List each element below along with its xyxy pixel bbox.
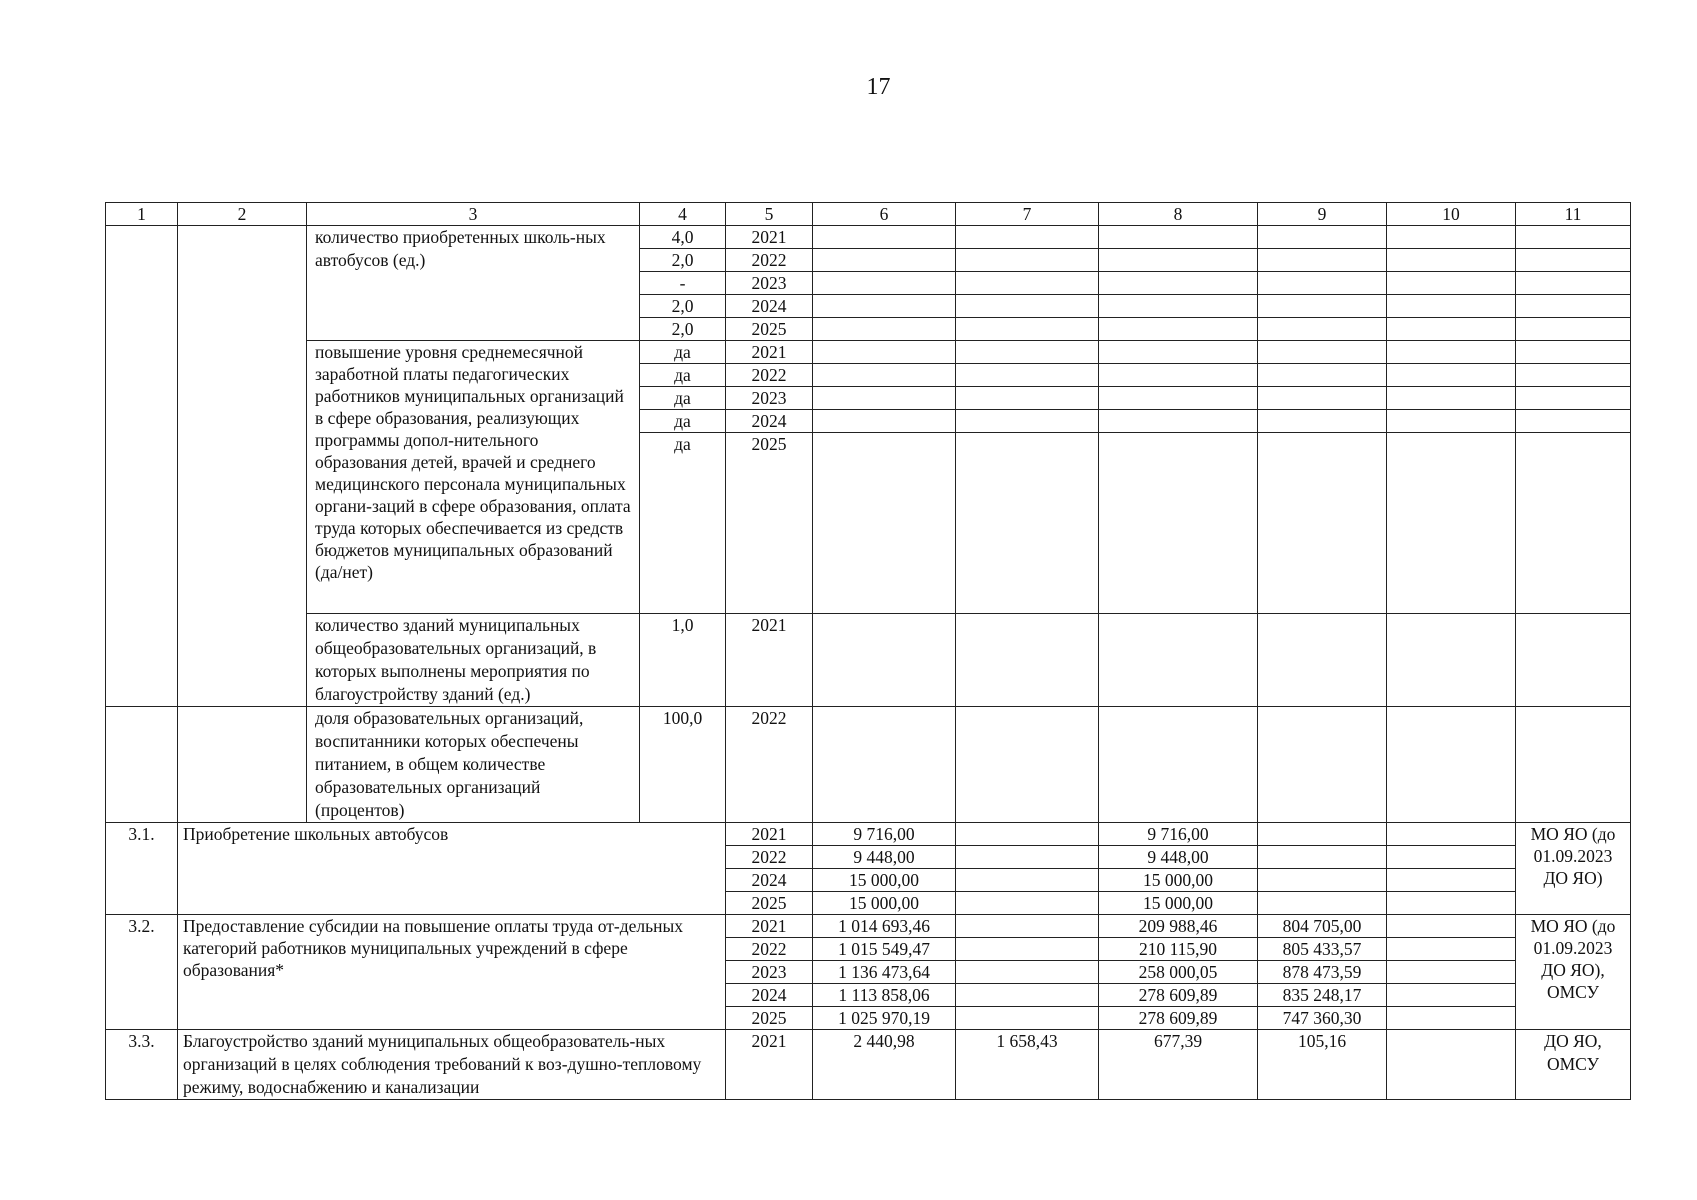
year-cell: 2021	[726, 226, 813, 249]
amount-col7	[956, 938, 1099, 961]
column-header: 9	[1258, 203, 1387, 226]
amount-col9: 105,16	[1258, 1030, 1387, 1100]
indicator-value: 1,0	[640, 614, 726, 707]
year-cell: 2021	[726, 614, 813, 707]
amount-total: 1 015 549,47	[813, 938, 956, 961]
indicator-text: повышение уровня среднемесячной заработной платы педагогических работников муниципальных организаций в сфере образования, реализующих программы допол-нительного образования детей, врачей и среднего медицинского персонала муниципальных органи-заций в сфере образования, оплата труда которых обеспечивается из средств бюджетов муниципальных образований (да/нет)	[307, 341, 640, 614]
item-number: 3.1.	[106, 823, 178, 915]
amount-col7	[956, 915, 1099, 938]
amount-col10	[1387, 1007, 1516, 1030]
table-row	[106, 341, 1631, 364]
indicator-value: 2,0	[640, 295, 726, 318]
indicator-text: количество зданий муниципальных общеобразовательных организаций, в которых выполнены мероприятия по благоустройству зданий (ед.)	[307, 614, 640, 707]
amount-total: 15 000,00	[813, 869, 956, 892]
amount-total: 1 113 858,06	[813, 984, 956, 1007]
amount-col8: 278 609,89	[1099, 984, 1258, 1007]
indicator-text: доля образовательных организаций, воспитанники которых обеспечены питанием, в общем количестве образовательных организаций (процентов)	[307, 707, 640, 823]
table-row	[106, 226, 1631, 249]
year-cell: 2022	[726, 846, 813, 869]
year-cell: 2024	[726, 869, 813, 892]
year-cell: 2021	[726, 341, 813, 364]
amount-total: 9 716,00	[813, 823, 956, 846]
amount-total: 2 440,98	[813, 1030, 956, 1100]
column-header: 11	[1516, 203, 1631, 226]
amount-col10	[1387, 938, 1516, 961]
executor-cell: МО ЯО (до 01.09.2023 ДО ЯО)	[1516, 823, 1631, 915]
amount-col9	[1258, 892, 1387, 915]
amount-col7	[956, 869, 1099, 892]
item-title: Благоустройство зданий муниципальных общеобразователь-ных организаций в целях соблюдения требований к воз-душно-тепловому режиму, водоснабжению и канализации	[178, 1030, 726, 1100]
amount-col9: 747 360,30	[1258, 1007, 1387, 1030]
amount-col10	[1387, 823, 1516, 846]
amount-col7	[956, 823, 1099, 846]
year-cell: 2025	[726, 892, 813, 915]
amount-col10	[1387, 1030, 1516, 1100]
amount-total: 1 136 473,64	[813, 961, 956, 984]
amount-col10	[1387, 846, 1516, 869]
amount-col9: 804 705,00	[1258, 915, 1387, 938]
executor-cell: ДО ЯО, ОМСУ	[1516, 1030, 1631, 1100]
item-title: Предоставление субсидии на повышение оплаты труда от-дельных категорий работников муниципальных учреждений в сфере образования*	[178, 915, 726, 1030]
amount-col8: 278 609,89	[1099, 1007, 1258, 1030]
amount-col10	[1387, 961, 1516, 984]
amount-col9: 805 433,57	[1258, 938, 1387, 961]
column-header: 6	[813, 203, 956, 226]
indicator-value: да	[640, 410, 726, 433]
indicator-text: количество приобретенных школь-ных автобусов (ед.)	[307, 226, 640, 341]
indicator-value: да	[640, 433, 726, 614]
amount-col8: 210 115,90	[1099, 938, 1258, 961]
column-header: 1	[106, 203, 178, 226]
year-cell: 2022	[726, 938, 813, 961]
column-header: 7	[956, 203, 1099, 226]
column-header: 3	[307, 203, 640, 226]
indicator-value: да	[640, 387, 726, 410]
table-row	[106, 823, 1631, 846]
amount-total: 15 000,00	[813, 892, 956, 915]
indicator-value: 2,0	[640, 249, 726, 272]
year-cell: 2023	[726, 961, 813, 984]
year-cell: 2022	[726, 249, 813, 272]
amount-col8: 677,39	[1099, 1030, 1258, 1100]
column-header: 2	[178, 203, 307, 226]
amount-total: 1 025 970,19	[813, 1007, 956, 1030]
amount-col8: 258 000,05	[1099, 961, 1258, 984]
empty-cell	[178, 226, 307, 707]
amount-col9	[1258, 869, 1387, 892]
year-cell: 2025	[726, 433, 813, 614]
amount-col7	[956, 961, 1099, 984]
program-table	[105, 202, 1631, 1100]
year-cell: 2023	[726, 387, 813, 410]
indicator-value: 2,0	[640, 318, 726, 341]
empty-cell	[106, 707, 178, 823]
amount-col10	[1387, 892, 1516, 915]
amount-col7	[956, 892, 1099, 915]
year-cell: 2025	[726, 318, 813, 341]
year-cell: 2024	[726, 410, 813, 433]
amount-col8: 15 000,00	[1099, 869, 1258, 892]
amount-col8: 15 000,00	[1099, 892, 1258, 915]
amount-col9: 878 473,59	[1258, 961, 1387, 984]
table-row	[106, 1030, 1631, 1100]
indicator-value: -	[640, 272, 726, 295]
item-number: 3.2.	[106, 915, 178, 1030]
empty-cell	[106, 226, 178, 707]
amount-col10	[1387, 984, 1516, 1007]
amount-col8: 9 448,00	[1099, 846, 1258, 869]
amount-col7	[956, 984, 1099, 1007]
year-cell: 2022	[726, 364, 813, 387]
amount-col9	[1258, 823, 1387, 846]
amount-col7	[956, 846, 1099, 869]
executor-cell: МО ЯО (до 01.09.2023 ДО ЯО), ОМСУ	[1516, 915, 1631, 1030]
amount-col10	[1387, 869, 1516, 892]
page-number: 17	[866, 74, 891, 100]
item-number: 3.3.	[106, 1030, 178, 1100]
empty-cell	[178, 707, 307, 823]
amount-col9	[1258, 846, 1387, 869]
year-cell: 2021	[726, 1030, 813, 1100]
year-cell: 2023	[726, 272, 813, 295]
amount-col7: 1 658,43	[956, 1030, 1099, 1100]
amount-col7	[956, 1007, 1099, 1030]
year-cell: 2021	[726, 915, 813, 938]
table-row	[106, 614, 1631, 707]
column-header: 10	[1387, 203, 1516, 226]
year-cell: 2024	[726, 295, 813, 318]
table-row	[106, 915, 1631, 938]
indicator-value: 4,0	[640, 226, 726, 249]
table-row	[106, 707, 1631, 823]
item-title: Приобретение школьных автобусов	[178, 823, 726, 915]
year-cell: 2022	[726, 707, 813, 823]
column-number-row	[106, 203, 1631, 226]
amount-total: 9 448,00	[813, 846, 956, 869]
column-header: 5	[726, 203, 813, 226]
amount-total: 1 014 693,46	[813, 915, 956, 938]
amount-col8: 9 716,00	[1099, 823, 1258, 846]
year-cell: 2025	[726, 1007, 813, 1030]
amount-col9: 835 248,17	[1258, 984, 1387, 1007]
column-header: 8	[1099, 203, 1258, 226]
year-cell: 2021	[726, 823, 813, 846]
amount-col8: 209 988,46	[1099, 915, 1258, 938]
year-cell: 2024	[726, 984, 813, 1007]
indicator-value: да	[640, 341, 726, 364]
indicator-value: 100,0	[640, 707, 726, 823]
amount-col10	[1387, 915, 1516, 938]
column-header: 4	[640, 203, 726, 226]
indicator-value: да	[640, 364, 726, 387]
